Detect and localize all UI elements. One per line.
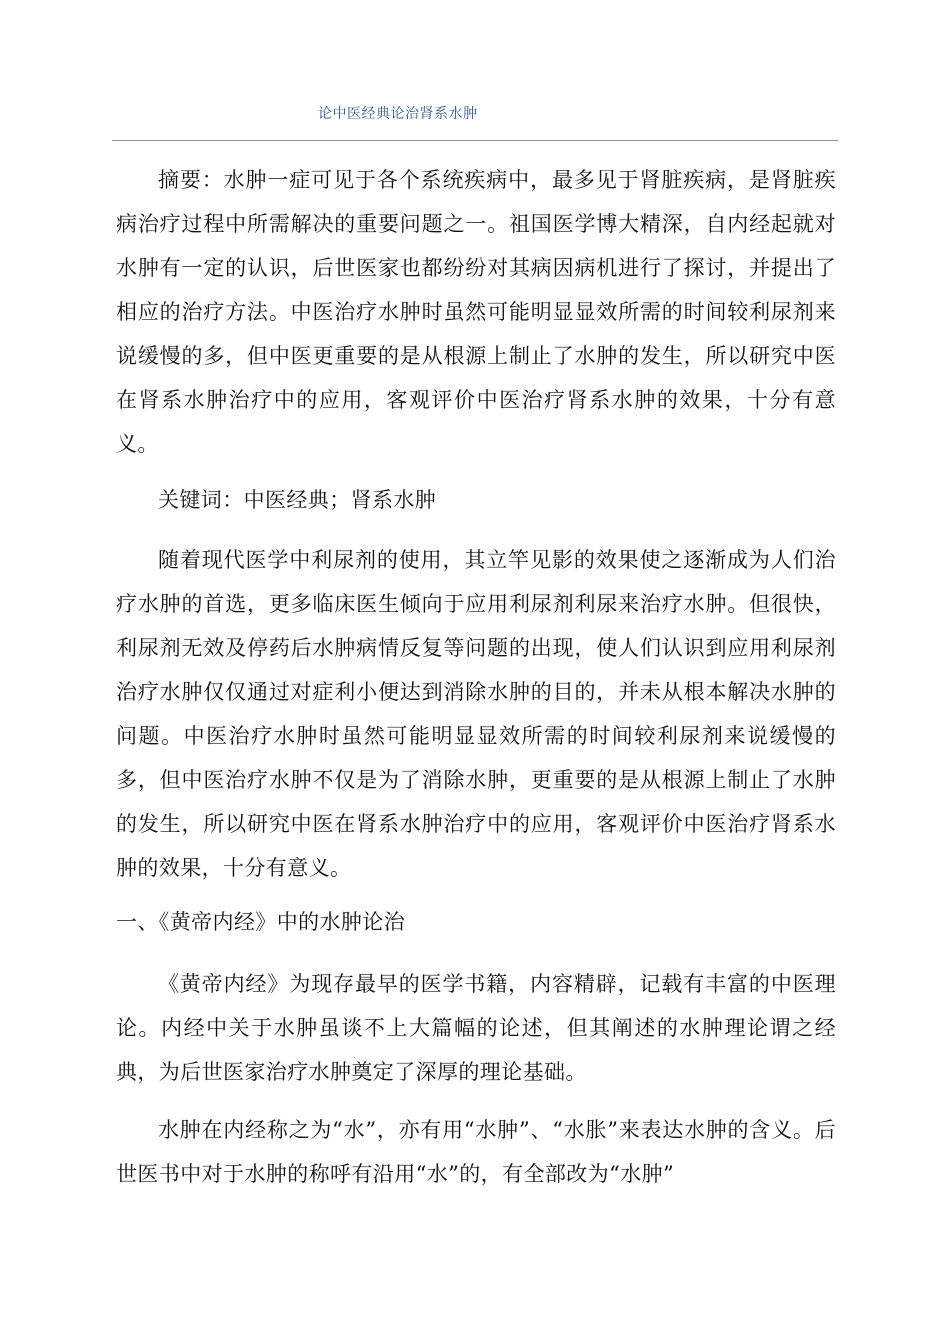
neijing-paragraph-1: 《黄帝内经》为现存最早的医学书籍，内容精辟，记载有丰富的中医理论。内经中关于水肿虽谈不上大篇幅的论述，但其阐述的水肿理论谓之经典，为后世医家治疗水肿奠定了深厚的理论基础。: [116, 972, 836, 1084]
abstract-paragraph: 摘要：水肿一症可见于各个系统疾病中，最多见于肾脏疾病，是肾脏疾病治疗过程中所需解决的重要问题之一。祖国医学博大精深，自内经起就对水肿有一定的认识，后世医家也都纷纷对其病因病机进行了探讨，并提出了相应的治疗方法。中医治疗水肿时虽然可能明显显效所需的时间较利尿剂来说缓慢的多，但中医更重要的是从根源上制止了水肿的发生，所以研究中医在肾系水肿治疗中的应用，客观评价中医治疗肾系水肿的效果，十分有意义。: [116, 168, 836, 456]
header-divider: [112, 140, 838, 141]
neijing-paragraph-2: 水肿在内经称之为“水”，亦有用“水肿”、“水胀”来表达水肿的含义。后世医书中对于水肿的称呼有沿用“水”的，有全部改为“水肿”: [116, 1118, 836, 1186]
introduction-paragraph: 随着现代医学中利尿剂的使用，其立竿见影的效果使之逐渐成为人们治疗水肿的首选，更多临床医生倾向于应用利尿剂利尿来治疗水肿。但很快，利尿剂无效及停药后水肿病情反复等问题的出现，使人们认识到应用利尿剂治疗水肿仅仅通过对症利小便达到消除水肿的目的，并未从根本解决水肿的问题。中医治疗水肿时虽然可能明显显效所需的时间较利尿剂来说缓慢的多，但中医治疗水肿不仅是为了消除水肿，更重要的是从根源上制止了水肿的发生，所以研究中医在肾系水肿治疗中的应用，客观评价中医治疗肾系水肿的效果，十分有意义。: [116, 548, 836, 880]
running-header-title: 论中医经典论治肾系水肿: [318, 106, 478, 122]
keywords-paragraph: 关键词：中医经典；肾系水肿: [158, 488, 437, 512]
section-heading: 一、《黄帝内经》中的水肿论治: [116, 910, 406, 934]
